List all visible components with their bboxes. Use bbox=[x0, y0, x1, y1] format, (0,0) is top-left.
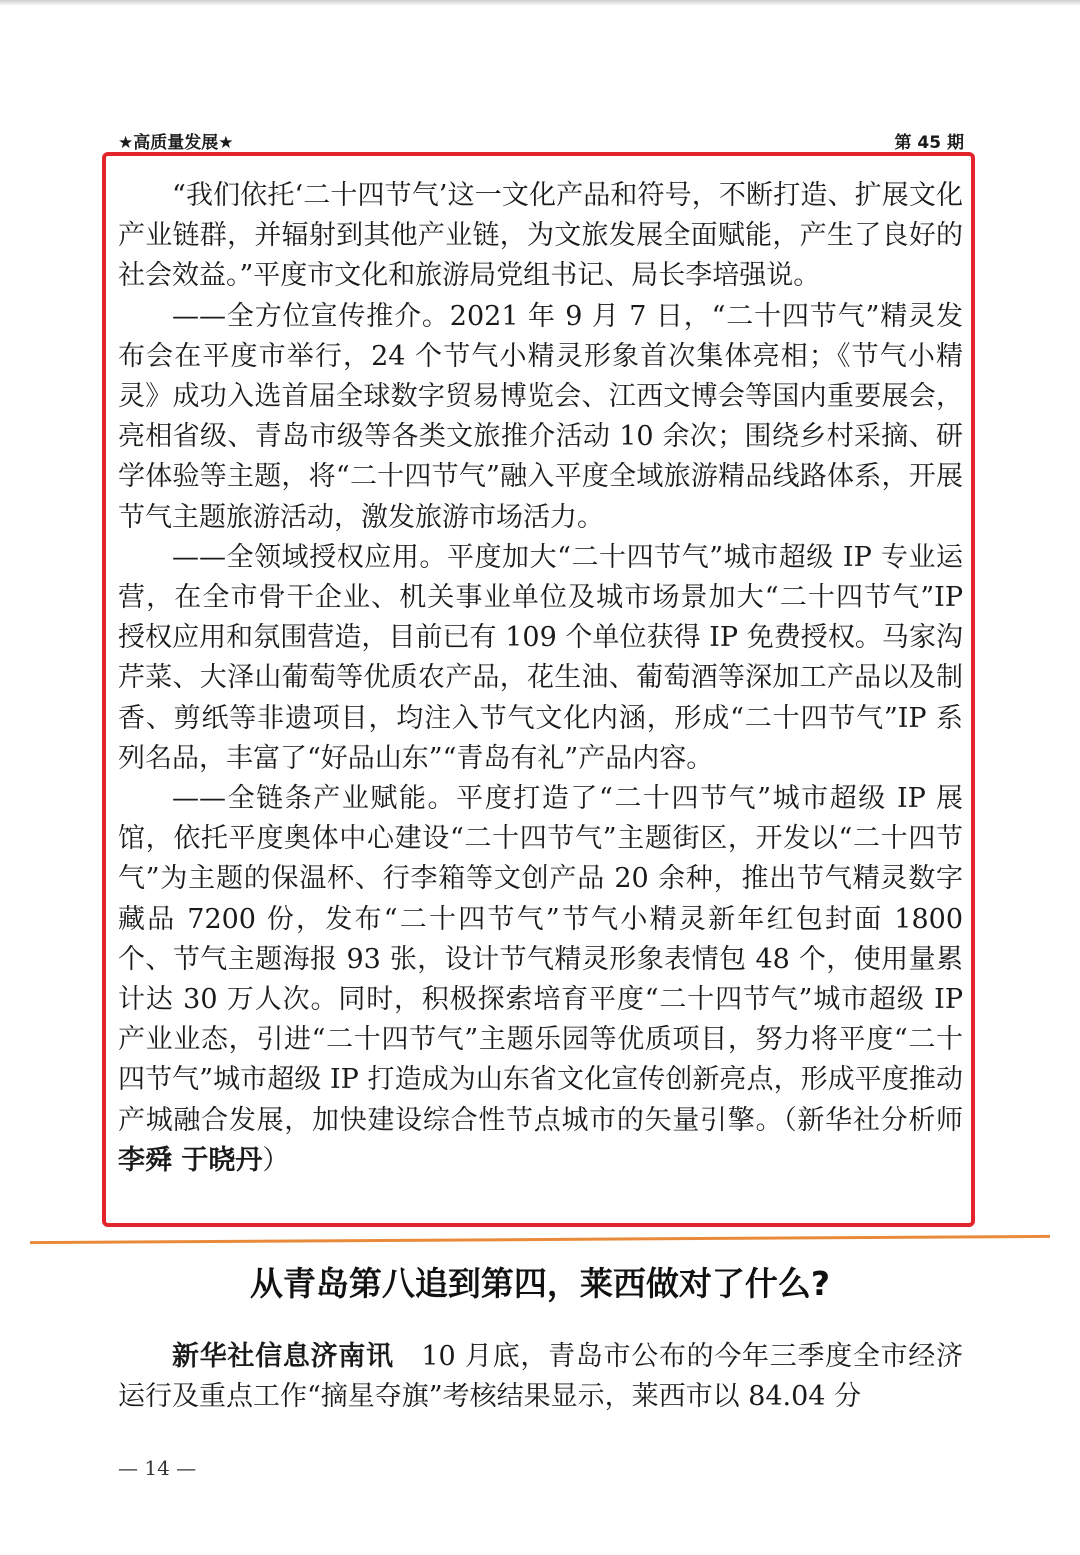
credit-authors: 李舜 于晓丹 bbox=[118, 1144, 263, 1176]
page-header bbox=[118, 128, 964, 154]
paragraph-promotion: ——全方位宣传推介。2021 年 9 月 7 日，“二十四节气”精灵发布会在平度市举行，24 个节气小精灵形象首次集体亮相；《节气小精灵》成功入选首届全球数字贸易博览会、江西文博会等国内重要展会，亮相省级、青岛市级等各类文旅推介活动 10 余次；围绕乡村采摘、研学体验等主题，将“二十四节气”融入平度全域旅游精品线路体系，开展节气主题旅游活动，激发旅游市场活力。 bbox=[118, 300, 963, 533]
credit-prefix: （新华社分析师 bbox=[783, 1104, 964, 1136]
lead-text: 10 月底，青岛市公布的今年三季度全市经济运行及重点工作“摘星夺旗”考核结果显示，莱西市以 84.04 分 bbox=[118, 1341, 963, 1412]
paragraph-industry-text: ——全链条产业赋能。平度打造了“二十四节气”城市超级 IP 展馆，依托平度奥体中心建设“二十四节气”主题街区，开发以“二十四节气”为主题的保温杯、行李箱等文创产品 20 余种，推出节气精灵数字藏品 7200 份，发布“二十四节气”节气小精灵新年红包封面 1800 个、节气主题海报 93 张，设计节气精灵形象表情包 48 个，使用量累计达 30 万人次。同时，积极探索培育平度“二十四节气”城市超级 IP 产业业态，引进“二十四节气”主题乐园等优质项目，努力将平度“二十四节气”城市超级 IP 打造成为山东省文化宣传创新亮点，形成平度推动产城融合发展，加快建设综合性节点城市的矢量引擎。 bbox=[118, 783, 963, 1136]
credit-suffix: ） bbox=[262, 1144, 290, 1176]
boxed-article bbox=[118, 176, 963, 1181]
page-number: — 14 — bbox=[118, 1456, 197, 1480]
paragraph-licensing: ——全领域授权应用。平度加大“二十四节气”城市超级 IP 专业运营，在全市骨干企业、机关事业单位及城市场景加大“二十四节气”IP 授权应用和氛围营造，目前已有 109 个单位获得 IP 免费授权。马家沟芹菜、大泽山葡萄等优质农产品，花生油、葡萄酒等深加工产品以及制香、剪纸等非遗项目，均注入节气文化内涵，形成“二十四节气”IP 系列名品，丰富了“好品山东”“青岛有礼”产品内容。 bbox=[118, 541, 963, 774]
news-source: 新华社信息济南讯 bbox=[172, 1341, 394, 1372]
issue-number: 第 45 期 bbox=[894, 133, 964, 153]
article-title: 从青岛第八追到第四，莱西做对了什么? bbox=[249, 1264, 831, 1303]
section-label: ★高质量发展★ bbox=[118, 133, 234, 153]
paragraph-industry bbox=[118, 779, 963, 1181]
paragraph-quote: “我们依托‘二十四节气’这一文化产品和符号，不断打造、扩展文化产业链群，并辐射到其他产业链，为文旅发展全面赋能，产生了良好的社会效益。”平度市文化和旅游局党组书记、局长李培强说。 bbox=[118, 180, 963, 292]
article-lead bbox=[118, 1337, 963, 1417]
page-top-shadow bbox=[0, 0, 1080, 6]
section-divider bbox=[30, 1235, 1050, 1244]
